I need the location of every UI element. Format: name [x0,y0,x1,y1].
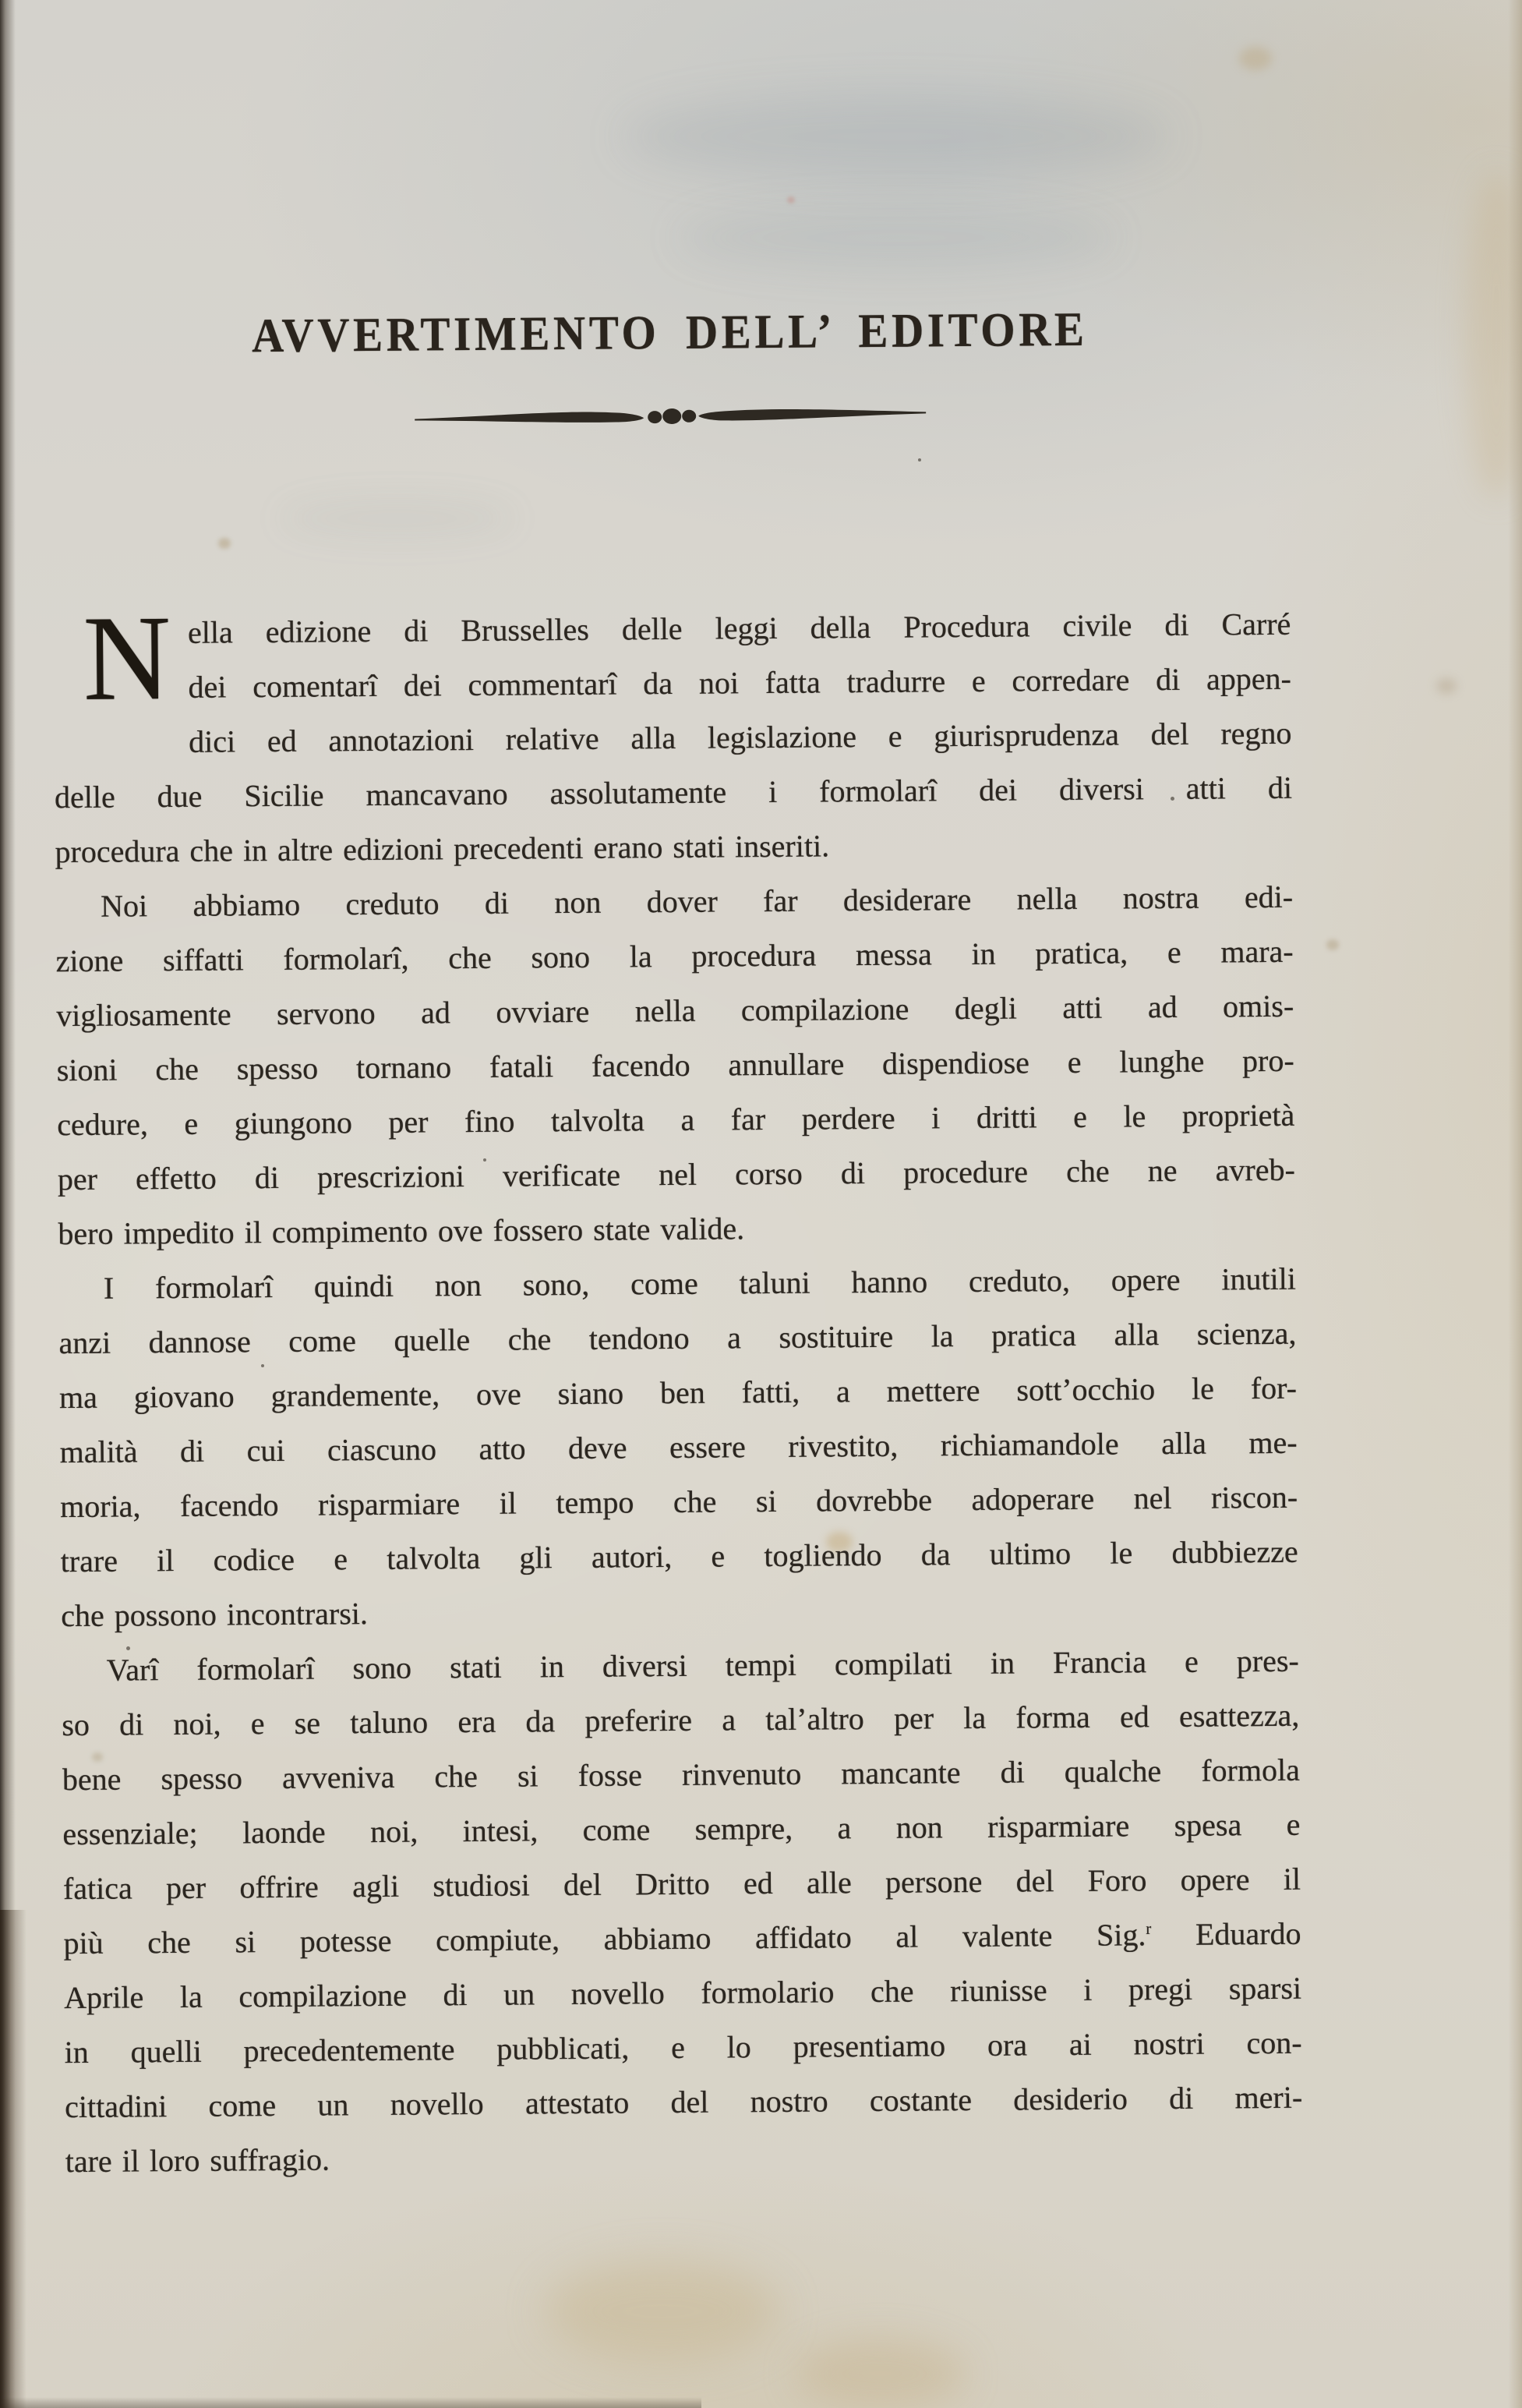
paragraph [53,590,1293,879]
divider-ornament-icon [51,394,1289,440]
text-line: zione siffatti formolarî, che sono la procedura messa in pratica, e mara- [55,933,1294,979]
text-line: malità di cui ciascuno atto deve essere rivestito, richiamandole alla me- [59,1424,1298,1470]
text-line: trare il codice e talvolta gli autori, e togliendo da ultimo le dubbiezze [60,1533,1298,1579]
paper-stain [795,2339,966,2408]
text-line: ma giovano grandemente, ove siano ben fatti, a mettere sott’occhio le for- [58,1370,1298,1416]
text-line: dei comentarî dei commentarî da noi fatta tradurre e corredare di appen- [188,660,1292,705]
text-line: Aprile la compilazione di un novello formolario che riunisse i pregi sparsi [63,1970,1302,2016]
text-line: Noi abbiamo creduto di non dover far desiderare nella nostra edi- [100,879,1294,924]
paragraph [58,1252,1299,1643]
text-line: procedura che in altre edizioni precedenti erano stati inseriti. [55,828,830,870]
text-line: vigliosamente servono ad ovviare nella compilazione degli atti ad omis- [56,988,1294,1034]
text-line: cedure, e giungono per fino talvolta a far perdere i dritti e le proprietà [57,1097,1295,1143]
ink-speck [918,458,921,461]
text-line: sioni che spesso tornano fatali facendo annullare dispendiose e lunghe pro- [56,1042,1294,1088]
page-right-edge [1508,0,1522,2408]
paper-stain [1239,47,1272,70]
text-segment: Eduardo [1151,1915,1301,1953]
paper-stain [1326,939,1339,950]
text-line: fatica per offrire agli studiosi del Dritto ed alle persone del Foro opere il [62,1861,1301,1907]
text-line: I formolarî quindi non sono, come taluni hanno creduto, opere inutili [103,1261,1297,1306]
superscript-abbreviation: r [1146,1919,1152,1938]
text-segment: più che si potesse compiute, abbiamo affidato al valente Sig. [63,1917,1146,1961]
paper-stain [1436,678,1457,694]
text-line: in quelli precedentemente pubblicati, e lo presentiamo ora ai nostri con- [64,2024,1302,2070]
paper-stain [218,538,231,549]
paragraph [62,1634,1303,2189]
showthrough-smudge [623,94,1169,179]
text-line: delle due Sicilie mancavano assolutamente i formolarî dei diversi atti di [54,769,1293,815]
text-line: per effetto di prescrizioni verificate nel corso di procedure che ne avreb- [57,1151,1295,1197]
page-title: AVVERTIMENTO DELL’ EDITORE [251,302,1088,363]
paragraph [55,870,1296,1261]
text-line: che possono incontrarsi. [61,1596,369,1634]
text-line: Varî formolarî sono stati in diversi tempi compilati in Francia e pres- [106,1642,1299,1688]
text-line: anzi dannose come quelle che tendono a sostituire la pratica alla scienza, [58,1315,1297,1361]
showthrough-smudge [678,207,1114,269]
text-line: bene spesso avveniva che si fosse rinvenuto mancante di qualche formola [62,1752,1301,1798]
book-binding-edge [0,1910,26,2408]
text-line: ella edizione di Brusselles delle leggi della Procedura civile di Carré [187,606,1291,650]
showthrough-smudge [281,499,514,538]
paper-stain [546,2261,779,2362]
body-text [53,590,1303,2189]
paper-stain [787,196,795,203]
text-line: moria, facendo risparmiare il tempo che si dovrebbe adoperare nel riscon- [59,1479,1298,1525]
text-line: dici ed annotazioni relative alla legislazione e giurisprudenza del regno [188,715,1292,759]
page-content [48,0,1303,2180]
text-line: essenziale; laonde noi, intesi, come sempre, a non risparmiare spesa e [62,1806,1301,1852]
text-line: cittadini come un novello attestato del nostro costante desiderio di meri- [65,2079,1303,2125]
text-line [63,1907,1301,1971]
page-bottom-edge [0,2397,701,2408]
drop-cap: N [82,590,171,726]
text-line: tare il loro suffragio. [65,2141,330,2180]
text-line: so di noi, e se taluno era da preferire a tal’altro per la forma ed esattezza, [62,1697,1300,1743]
text-line: bero impedito il compimento ove fossero state valide. [58,1211,745,1252]
